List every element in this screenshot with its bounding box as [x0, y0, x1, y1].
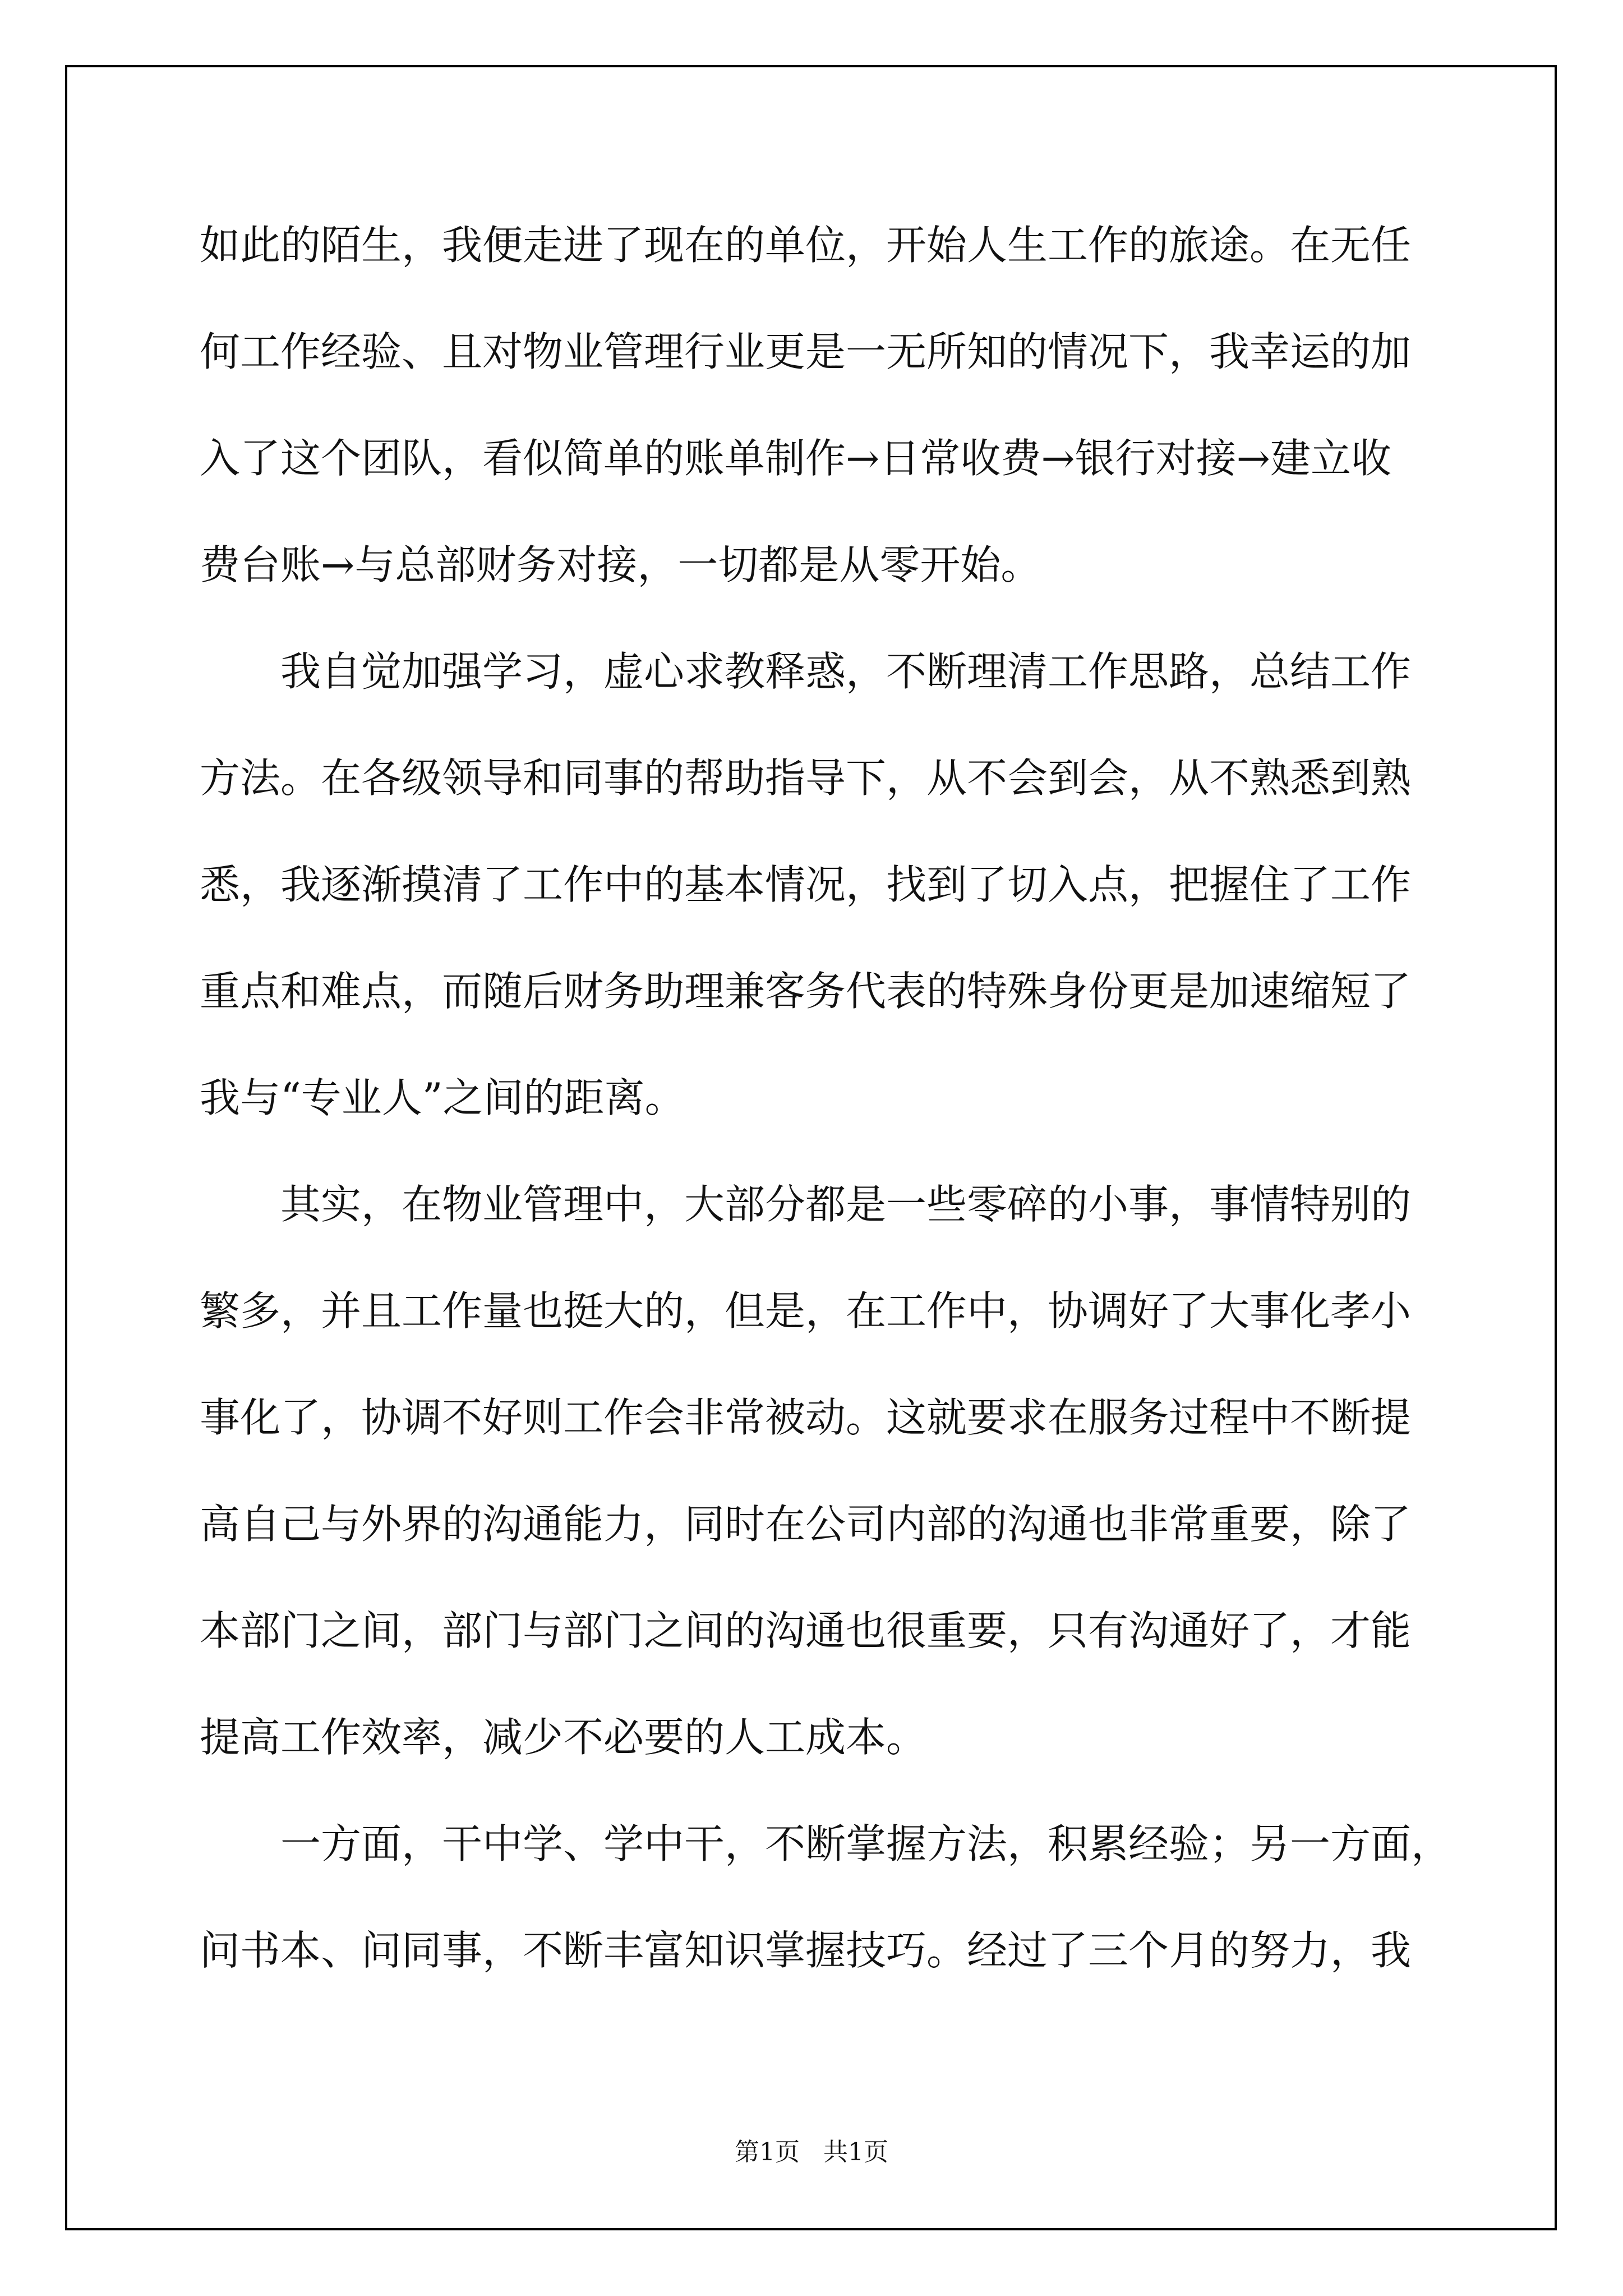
text-line: 重点和难点，而随后财务助理兼客务代表的特殊身份更是加速缩短了: [200, 968, 1412, 1015]
text-line: 费台账→与总部财务对接，一切都是从零开始。: [200, 541, 1041, 588]
text-line: 何工作经验、且对物业管理行业更是一无所知的情况下，我幸运的加: [200, 328, 1412, 375]
text-line: 繁多，并且工作量也挺大的，但是，在工作中，协调好了大事化孝小: [200, 1287, 1412, 1335]
page-number: 第1页: [735, 2138, 800, 2166]
text-line: 事化了，协调不好则工作会非常被动。这就要求在服务过程中不断提: [200, 1394, 1412, 1441]
text-line: 悉，我逐渐摸清了工作中的基本情况，找到了切入点，把握住了工作: [200, 861, 1412, 908]
text-line: 方法。在各级领导和同事的帮助指导下，从不会到会，从不熟悉到熟: [200, 754, 1412, 802]
page-footer: [0, 2132, 1623, 2168]
text-line: 如此的陌生，我便走进了现在的单位，开始人生工作的旅途。在无任: [200, 222, 1412, 269]
text-line: 提高工作效率，减少不必要的人工成本。: [200, 1714, 927, 1761]
page-total: 共1页: [823, 2138, 888, 2166]
text-line: 我与“专业人”之间的距离。: [200, 1074, 685, 1121]
text-line: 高自己与外界的沟通能力，同时在公司内部的沟通也非常重要，除了: [200, 1501, 1412, 1548]
text-line: 入了这个团队，看似简单的账单制作→日常收费→银行对接→建立收: [200, 435, 1391, 482]
paragraph-first-line: 其实，在物业管理中，大部分都是一些零碎的小事，事情特别的: [280, 1181, 1412, 1228]
paragraph-first-line: 我自觉加强学习，虚心求教释惑，不断理清工作思路，总结工作: [280, 648, 1412, 695]
page-border: [65, 65, 1557, 2230]
text-line: 本部门之间，部门与部门之间的沟通也很重要，只有沟通好了，才能: [200, 1607, 1412, 1654]
text-line: 问书本、问同事，不断丰富知识掌握技巧。经过了三个月的努力，我: [200, 1927, 1412, 1974]
paragraph-first-line: 一方面，干中学、学中干，不断掌握方法，积累经验；另一方面，: [280, 1820, 1452, 1867]
